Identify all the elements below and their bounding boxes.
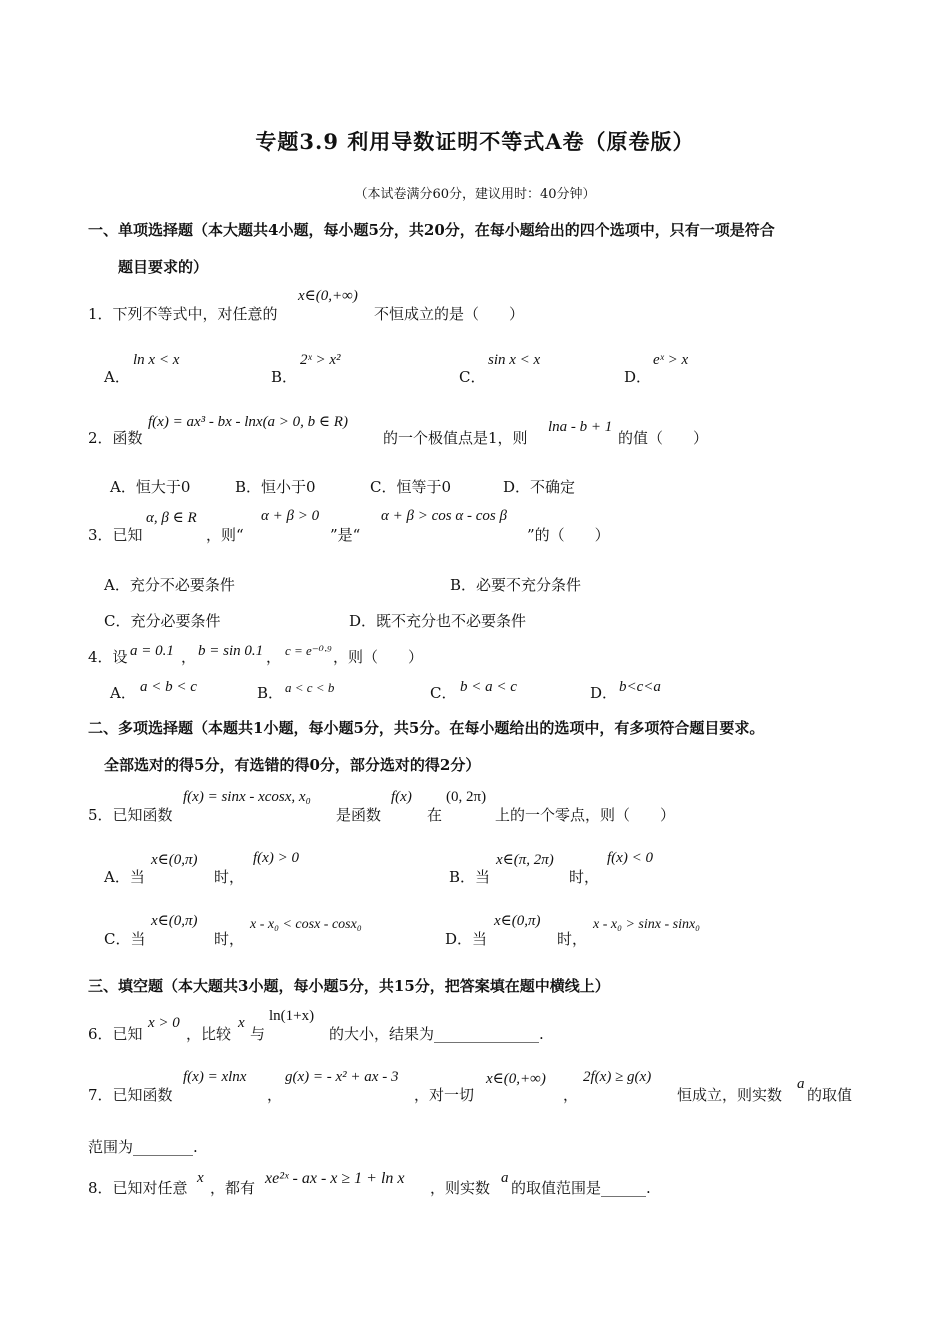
q6-condition: x > 0 <box>148 1015 180 1031</box>
question-1 <box>88 303 278 324</box>
q7-text-a: 已知函数 <box>112 1086 173 1104</box>
q4-option-b-label: B． <box>257 684 284 702</box>
q3-text-d: ”的（ ） <box>527 526 610 544</box>
q4-option-c-label: C． <box>430 684 457 702</box>
q3-option-a: A．充分不必要条件 <box>104 576 235 594</box>
q2-option-d: D．不确定 <box>503 478 576 496</box>
q1-option-c-expr: sin x < x <box>488 352 541 368</box>
q6-expression: ln(1+x) <box>269 1008 315 1024</box>
q5-option-d-cond: x∈(0,π) <box>494 913 541 929</box>
question-7 <box>88 1084 173 1105</box>
q3-option-d: D．既不充分也不必要条件 <box>349 612 527 630</box>
q3-number: 3． <box>88 526 113 544</box>
q4-option-a-label: A． <box>110 684 136 702</box>
q4-option-c-expr: b < a < c <box>460 679 517 695</box>
q5-option-c-cond: x∈(0,π) <box>151 913 198 929</box>
q8-text-c: ，则实数 <box>430 1179 491 1197</box>
q3-condition: α, β ∈ R <box>146 510 197 526</box>
q7-text-b: ，对一切 <box>414 1086 475 1104</box>
q1-option-d-expr: eˣ > x <box>653 352 689 368</box>
q4-a: a = 0.1 <box>130 643 174 659</box>
q4-number: 4． <box>88 648 113 666</box>
q5-function: f(x) = sinx - xcosx, x₀ <box>183 789 311 805</box>
q5-option-b-mid: 时， <box>569 868 600 886</box>
q1-option-a-expr: ln x < x <box>133 352 180 368</box>
q3-p: α + β > 0 <box>261 508 320 524</box>
q3-text-b: ，则“ <box>206 526 244 544</box>
q1-option-c-label: C． <box>459 368 486 386</box>
q5-option-a-cond: x∈(0,π) <box>151 852 198 868</box>
section1-heading-line2: 题目要求的） <box>118 258 209 276</box>
q1-number: 1． <box>88 305 113 323</box>
q2-expression: lna - b + 1 <box>548 419 613 435</box>
q7-number: 7． <box>88 1086 113 1104</box>
q6-number: 6． <box>88 1025 113 1043</box>
q8-a: a <box>501 1170 509 1186</box>
q1-option-d-label: D． <box>624 368 652 386</box>
q2-text-a: 函数 <box>112 429 143 447</box>
q6-text-b: ，比较 <box>186 1025 232 1043</box>
q3-q: α + β > cos α - cos β <box>381 508 507 524</box>
page-subtitle: （本试卷满分60分，建议用时：40分钟） <box>354 187 596 202</box>
q5-text-d: 上的一个零点，则（ ） <box>495 806 676 824</box>
q4-b: b = sin 0.1 <box>198 643 264 659</box>
q5-option-c-expr: x - x₀ < cosx - cosx₀ <box>250 917 362 932</box>
q8-number: 8． <box>88 1179 113 1197</box>
q2-text-c: 的值（ ） <box>618 429 709 447</box>
q4-c: c = e⁻⁰·⁹ <box>285 643 332 658</box>
question-6 <box>88 1023 143 1044</box>
q5-number: 5． <box>88 806 113 824</box>
section2-heading-line2: 全部选对的得5分，有选错的得0分，部分选对的得2分） <box>104 756 481 774</box>
q1-text-a: 下列不等式中，对任意的 <box>112 305 278 323</box>
q5-option-a: A．当 <box>104 868 145 886</box>
exam-page: 专题3.9 利用导数证明不等式A卷（原卷版） （本试卷满分60分，建议用时：40分钟） 一、单项选择题（本大题共4小题，每小题5分，共20分，在每小题给出的四个选项中，只有一项是符合 题目要求的） 1．下列不等式中，对任意的 x∈(0,+∞) 不恒成立的是（ ） A． ln x < x B． 2ˣ > x² C． sin x < x D． eˣ > x 2．函数 f(x) = ax³ - bx - lnx(a > 0, b ∈ R) 的一个极值点是1，则 lna - b + 1 的值（ ） A．恒大于0 B．恒小于0 C．恒等于0 D．不确定 3．已知 α, β ∈ R ，则“ α + β > 0 ”是“ α + β > cos α - cos β ”的（ ） A．充分不必要条件 B．必要不充分条件 C．充分必要条件 D．既不充分也不必要条件 4．设 a = 0.1 ， b = sin 0.1 ， c = e⁻⁰·⁹ ，则（ ） A． a < b < c B． a < c < b C． b < a < c D． b<c<a 二、多项选择题（本题共1小题，每小题5分，共5分。在每小题给出的选项中，有多项符合题目要求。 全部选对的得5分，有选错的得0分，部分选对的得2分） 5．已知函数 f(x) = sinx - xcosx, x₀ 是函数 f(x) 在 (0, 2π) 上的一个零点，则（ ） A．当 x∈(0,π) 时， f(x) > 0 B．当 x∈(π, 2π) 时， f(x) < 0 C．当 x∈(0,π) 时， x - x₀ < cosx - cosx₀ D．当 x∈(0,π) 时， x - x₀ > sinx - sinx₀ 三、填空题（本大题共3小题，每小题5分，共15分，把答案填在题中横线上） 6．已知 x > 0 ，比较 x 与 ln(1+x) 的大小，结果为______________. 7．已知函数 f(x) = xlnx ， g(x) = - x² + ax - 3 ，对一切 x∈(0,+∞) ， 2f(x) ≥ g(x) 恒成立，则实数 a 的取值 范围为________. 8．已知对任意 x ，都有 xe²ˣ - ax - x ≥ 1 + ln x ，则实数 a 的取值范围是______. <box>0 0 950 1344</box>
q1-option-a-label: A． <box>104 368 130 386</box>
q2-option-a: A．恒大于0 <box>110 478 191 496</box>
q7-f: f(x) = xlnx <box>183 1069 247 1085</box>
question-5 <box>88 804 173 825</box>
question-8 <box>88 1177 188 1198</box>
q5-text-a: 已知函数 <box>112 806 173 824</box>
q5-option-c: C．当 <box>104 930 146 948</box>
q5-option-b-cond: x∈(π, 2π) <box>496 852 554 868</box>
q8-text-b: ，都有 <box>210 1179 256 1197</box>
q3-option-c: C．充分必要条件 <box>104 612 221 630</box>
q7-condition: x∈(0,+∞) <box>486 1071 546 1087</box>
q6-text-a: 已知 <box>112 1025 143 1043</box>
q2-text-b: 的一个极值点是1，则 <box>383 429 528 447</box>
q8-x: x <box>197 1170 204 1186</box>
q5-option-a-mid: 时， <box>214 868 245 886</box>
q5-option-a-expr: f(x) > 0 <box>253 850 299 866</box>
q5-option-b-expr: f(x) < 0 <box>607 850 653 866</box>
q1-option-b-expr: 2ˣ > x² <box>300 352 341 368</box>
q5-option-b: B．当 <box>449 868 491 886</box>
q6-x: x <box>238 1015 245 1031</box>
q5-fx: f(x) <box>391 789 412 805</box>
q7-a: a <box>797 1076 805 1092</box>
q5-text-b: 是函数 <box>336 806 382 824</box>
q8-expression: xe²ˣ - ax - x ≥ 1 + ln x <box>265 1170 405 1187</box>
q7-line2: 范围为________. <box>88 1138 198 1156</box>
q4-option-d-expr: b<c<a <box>619 679 661 695</box>
q5-option-c-mid: 时， <box>214 930 245 948</box>
section2-heading-line1: 二、多项选择题（本题共1小题，每小题5分，共5分。在每小题给出的选项中，有多项符合题目要求。 <box>88 719 765 737</box>
q6-text-d: 的大小，结果为______________. <box>329 1025 544 1043</box>
q5-option-d: D．当 <box>445 930 488 948</box>
q3-option-b: B．必要不充分条件 <box>450 576 582 594</box>
section3-heading: 三、填空题（本大题共3小题，每小题5分，共15分，把答案填在题中横线上） <box>88 977 610 995</box>
q7-g: g(x) = - x² + ax - 3 <box>285 1069 399 1085</box>
q3-text-a: 已知 <box>112 526 143 544</box>
q2-option-c: C．恒等于0 <box>370 478 452 496</box>
q6-text-c: 与 <box>250 1025 266 1043</box>
q5-text-c: 在 <box>427 806 443 824</box>
q8-text-a: 已知对任意 <box>112 1179 188 1197</box>
q4-option-d-label: D． <box>590 684 618 702</box>
q2-option-b: B．恒小于0 <box>235 478 316 496</box>
question-2 <box>88 427 143 448</box>
q4-option-a-expr: a < b < c <box>140 679 197 695</box>
page-title: 专题3.9 利用导数证明不等式A卷（原卷版） <box>255 129 695 154</box>
q1-text-b: 不恒成立的是（ ） <box>374 305 525 323</box>
q1-option-b-label: B． <box>271 368 298 386</box>
q4-text-a: 设 <box>112 648 128 666</box>
q2-function: f(x) = ax³ - bx - lnx(a > 0, b ∈ R) <box>148 414 348 430</box>
q1-condition: x∈(0,+∞) <box>298 288 358 304</box>
q7-text-c: 恒成立，则实数 <box>677 1086 783 1104</box>
question-4 <box>88 646 128 667</box>
q5-option-d-mid: 时， <box>557 930 588 948</box>
question-3 <box>88 524 143 545</box>
q4-text-b: ，则（ ） <box>333 648 424 666</box>
q7-text-d: 的取值 <box>807 1086 853 1104</box>
q2-number: 2． <box>88 429 113 447</box>
q5-option-d-expr: x - x₀ > sinx - sinx₀ <box>593 917 701 932</box>
q5-interval: (0, 2π) <box>446 789 487 805</box>
q7-inequality: 2f(x) ≥ g(x) <box>583 1069 652 1085</box>
q8-text-d: 的取值范围是______. <box>511 1179 651 1197</box>
q3-text-c: ”是“ <box>330 526 361 544</box>
q4-option-b-expr: a < c < b <box>285 680 335 695</box>
section1-heading-line1: 一、单项选择题（本大题共4小题，每小题5分，共20分，在每小题给出的四个选项中，只有一项是符合 <box>88 221 775 239</box>
